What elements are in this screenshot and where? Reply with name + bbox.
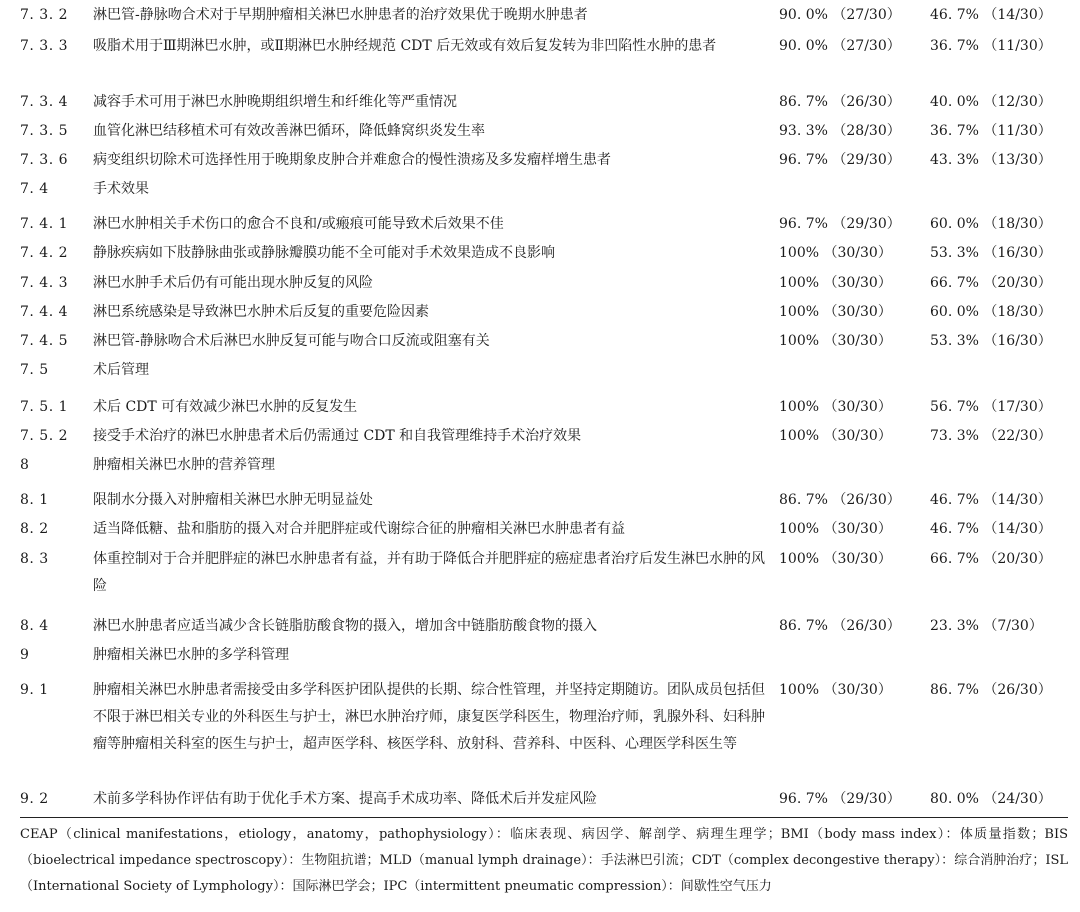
strong-agreement-rate: 36. 7% （11/30） — [930, 38, 1052, 54]
item-number: 9. 2 — [20, 791, 49, 807]
agreement-rate: 100% （30/30） — [779, 521, 892, 537]
item-number: 7. 3. 3 — [20, 38, 69, 54]
section-header — [20, 176, 1068, 203]
item-number: 8 — [20, 457, 30, 473]
item-text: 接受手术治疗的淋巴水肿患者术后仍需通过 CDT 和自我管理维持手术治疗效果 — [93, 428, 582, 444]
item-number: 7. 5 — [20, 362, 49, 378]
strong-agreement-rate: 43. 3% （13/30） — [930, 152, 1052, 168]
agreement-rate: 100% （30/30） — [779, 245, 892, 261]
item-number: 8. 4 — [20, 618, 49, 634]
item-number: 7. 3. 6 — [20, 152, 69, 168]
table-row — [20, 147, 1068, 174]
item-text: 病变组织切除术可选择性用于晚期象皮肿合并难愈合的慢性溃疡及多发瘤样增生患者 — [93, 152, 611, 168]
table-row — [20, 516, 1068, 543]
agreement-rate: 100% （30/30） — [779, 399, 892, 415]
strong-agreement-rate: 40. 0% （12/30） — [930, 94, 1052, 110]
strong-agreement-rate: 53. 3% （16/30） — [930, 245, 1052, 261]
item-text: 适当降低糖、盐和脂肪的摄入对合并肥胖症或代谢综合征的肿瘤相关淋巴水肿患者有益 — [93, 521, 625, 537]
strong-agreement-rate: 66. 7% （20/30） — [930, 551, 1052, 567]
table-row — [20, 240, 1068, 267]
agreement-rate: 100% （30/30） — [779, 275, 892, 291]
item-text: 肿瘤相关淋巴水肿患者需接受由多学科医护团队提供的长期、综合性管理，并坚持定期随访。团队成员包括但不限于淋巴相关专业的外科医生与护士，淋巴水肿治疗师，康复医学科医生，物理治疗师，乳腺外科、妇科肿瘤等肿瘤相关科室的医生与护士，超声医学科、核医学科、放射科、营养科、中医科、心理医学科医生等 — [93, 682, 765, 752]
item-number: 8. 1 — [20, 492, 49, 508]
item-number: 8. 3 — [20, 551, 49, 567]
table-row — [20, 89, 1068, 116]
strong-agreement-rate: 46. 7% （14/30） — [930, 492, 1052, 508]
table-row — [20, 299, 1068, 326]
agreement-rate: 90. 0% （27/30） — [779, 7, 901, 23]
item-text: 淋巴管-静脉吻合术后淋巴水肿反复可能与吻合口反流或阻塞有关 — [93, 333, 490, 349]
agreement-rate: 100% （30/30） — [779, 682, 892, 698]
strong-agreement-rate: 53. 3% （16/30） — [930, 333, 1052, 349]
item-number: 9 — [20, 647, 30, 663]
agreement-rate: 100% （30/30） — [779, 428, 892, 444]
table-row — [20, 786, 1068, 813]
item-number: 7. 5. 2 — [20, 428, 69, 444]
agreement-rate: 96. 7% （29/30） — [779, 791, 901, 807]
item-number: 7. 5. 1 — [20, 399, 69, 415]
table-row — [20, 211, 1068, 238]
item-number: 8. 2 — [20, 521, 49, 537]
agreement-rate: 96. 7% （29/30） — [779, 216, 901, 232]
item-number: 7. 3. 5 — [20, 123, 69, 139]
item-text: 手术效果 — [93, 181, 149, 197]
section-header — [20, 452, 1068, 479]
strong-agreement-rate: 36. 7% （11/30） — [930, 123, 1052, 139]
item-text: 淋巴系统感染是导致淋巴水肿术后反复的重要危险因素 — [93, 304, 429, 320]
table-row — [20, 394, 1068, 421]
agreement-rate: 96. 7% （29/30） — [779, 152, 901, 168]
table-row — [20, 118, 1068, 145]
item-number: 7. 4. 5 — [20, 333, 69, 349]
strong-agreement-rate: 46. 7% （14/30） — [930, 7, 1052, 23]
item-number: 7. 4. 2 — [20, 245, 69, 261]
agreement-rate: 100% （30/30） — [779, 551, 892, 567]
table-row — [20, 328, 1068, 355]
item-number: 7. 3. 4 — [20, 94, 69, 110]
item-text: 淋巴水肿患者应适当减少含长链脂肪酸食物的摄入，增加含中链脂肪酸食物的摄入 — [93, 618, 597, 634]
item-text: 淋巴管-静脉吻合术对于早期肿瘤相关淋巴水肿患者的治疗效果优于晚期水肿患者 — [93, 7, 588, 23]
item-text: 吸脂术用于Ⅲ期淋巴水肿，或Ⅱ期淋巴水肿经规范 CDT 后无效或有效后复发转为非凹陷性水肿的患者 — [93, 38, 717, 54]
item-text: 血管化淋巴结移植术可有效改善淋巴循环，降低蜂窝织炎发生率 — [93, 123, 485, 139]
strong-agreement-rate: 23. 3% （7/30） — [930, 618, 1043, 634]
table-row — [20, 487, 1068, 514]
item-text: 肿瘤相关淋巴水肿的多学科管理 — [93, 647, 289, 663]
strong-agreement-rate: 46. 7% （14/30） — [930, 521, 1052, 537]
table-row — [20, 33, 1068, 60]
strong-agreement-rate: 73. 3% （22/30） — [930, 428, 1052, 444]
agreement-rate: 86. 7% （26/30） — [779, 618, 901, 634]
strong-agreement-rate: 56. 7% （17/30） — [930, 399, 1052, 415]
strong-agreement-rate: 66. 7% （20/30） — [930, 275, 1052, 291]
table-row — [20, 613, 1068, 640]
section-header — [20, 357, 1068, 384]
item-text: 静脉疾病如下肢静脉曲张或静脉瓣膜功能不全可能对手术效果造成不良影响 — [93, 245, 555, 261]
agreement-rate: 100% （30/30） — [779, 333, 892, 349]
item-number: 7. 4. 1 — [20, 216, 69, 232]
strong-agreement-rate: 60. 0% （18/30） — [930, 216, 1052, 232]
section-header — [20, 642, 1068, 669]
table-footnote: CEAP（clinical manifestations，etiology，anatomy，pathophysiology）：临床表现、病因学、解剖学、病理生理学；BMI（body mass index）：体质量指数；BIS（bioelectrical impedance spectroscopy）：生物阻抗谱；MLD（manual lymph drainage）：手法淋巴引流；CDT（complex decongestive therapy）：综合消肿治疗；ISL（International Society of Lymphology）：国际淋巴学会；IPC（intermittent pneumatic compression）：间歇性空气压力 — [20, 827, 1068, 894]
strong-agreement-rate: 60. 0% （18/30） — [930, 304, 1052, 320]
table-row — [20, 546, 1068, 600]
item-text: 术后 CDT 可有效减少淋巴水肿的反复发生 — [93, 399, 358, 415]
item-text: 术前多学科协作评估有助于优化手术方案、提高手术成功率、降低术后并发症风险 — [93, 791, 597, 807]
agreement-rate: 93. 3% （28/30） — [779, 123, 901, 139]
item-text: 肿瘤相关淋巴水肿的营养管理 — [93, 457, 275, 473]
table-row — [20, 423, 1068, 450]
item-text: 减容手术可用于淋巴水肿晚期组织增生和纤维化等严重情况 — [93, 94, 457, 110]
item-number: 7. 4. 4 — [20, 304, 69, 320]
item-text: 术后管理 — [93, 362, 149, 378]
table-bottom-rule — [20, 817, 1068, 818]
item-text: 体重控制对于合并肥胖症的淋巴水肿患者有益，并有助于降低合并肥胖症的癌症患者治疗后发生淋巴水肿的风险 — [93, 551, 765, 594]
item-text: 限制水分摄入对肿瘤相关淋巴水肿无明显益处 — [93, 492, 373, 508]
agreement-rate: 86. 7% （26/30） — [779, 492, 901, 508]
agreement-rate: 86. 7% （26/30） — [779, 94, 901, 110]
strong-agreement-rate: 80. 0% （24/30） — [930, 791, 1052, 807]
item-number: 7. 4 — [20, 181, 49, 197]
agreement-rate: 90. 0% （27/30） — [779, 38, 901, 54]
table-row — [20, 677, 1068, 758]
agreement-rate: 100% （30/30） — [779, 304, 892, 320]
item-number: 7. 4. 3 — [20, 275, 69, 291]
table-row — [20, 2, 1068, 29]
table-row — [20, 270, 1068, 297]
strong-agreement-rate: 86. 7% （26/30） — [930, 682, 1052, 698]
item-number: 9. 1 — [20, 682, 49, 698]
item-text: 淋巴水肿手术后仍有可能出现水肿反复的风险 — [93, 275, 373, 291]
item-text: 淋巴水肿相关手术伤口的愈合不良和/或瘢痕可能导致术后效果不佳 — [93, 216, 504, 232]
item-number: 7. 3. 2 — [20, 7, 69, 23]
